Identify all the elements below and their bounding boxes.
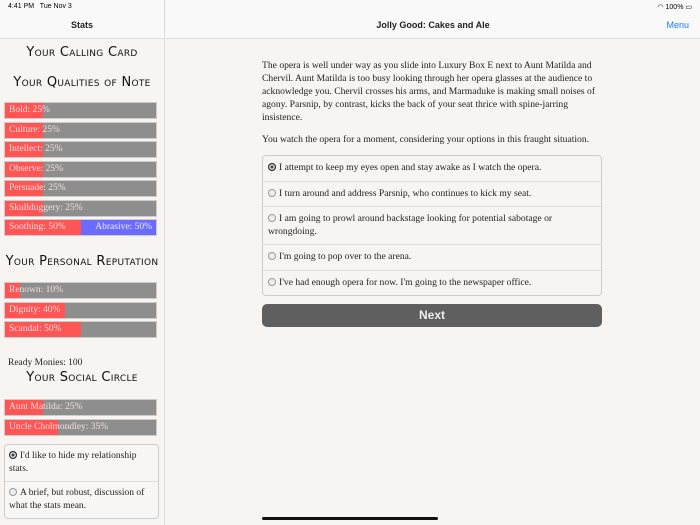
soothing-label: Soothing: 50% [9,222,66,232]
wifi-icon: ◠ [657,4,664,11]
stat-label: Intellect: 25% [9,144,63,154]
stat-label: Dignity: 40% [9,304,61,315]
stat-label: Persuade: 25% [9,183,66,193]
story-content [262,59,602,327]
story-paragraph: The opera is well under way as you slide into Luxury Box E next to Aunt Matilda and Chervil. Aunt Matilda is too busy looking through her opera glasses at the audience to acknowledge you. Chervil crosses his arms, and Marmaduke is making small noises of agony. Parsnip, by contrast, kicks the back of your seat thrice with spine-jarring insistence. [262,60,596,123]
stat-label: Skullduggery: 25% [9,202,83,213]
next-button[interactable]: Next [262,304,602,327]
reputation-heading: Your Personal Reputation [5,254,159,269]
date: Tue Nov 3 [39,3,72,10]
radio-button[interactable] [268,278,276,286]
calling-card-heading: Your Calling Card [26,45,138,60]
choice-option[interactable] [263,245,601,271]
relationship-stat-bar [4,399,157,416]
sidebar-title: Stats [0,0,164,39]
quality-stat-bar [4,180,157,197]
option-label: I've had enough opera for now. I'm going to the newspaper office. [279,276,532,288]
option-label: I attempt to keep my eyes open and stay awake as I watch the opera. [279,162,542,173]
status-bar [0,0,700,14]
ready-monies: Ready Monies: 100 [8,358,83,368]
story-paragraph: You watch the opera for a moment, considering your options in this fraught situation. [262,134,590,145]
social-heading: Your Social Circle [26,370,138,385]
opposed-stat-bar [4,219,157,236]
option-label: I'd like to hide my relationship stats. [9,450,137,474]
menu-button[interactable]: Menu [666,20,689,30]
radio-button[interactable] [268,189,276,197]
radio-button[interactable] [268,163,276,171]
option-label: A brief, but robust, discussion of what the stats mean. [9,487,145,511]
home-indicator [262,517,438,520]
sidebar-option[interactable] [5,445,158,482]
page-title: Jolly Good: Cakes and Ale [376,20,490,30]
stat-label: Culture: 25% [9,124,60,135]
sidebar-options [4,444,159,519]
battery-icon: ▭ [685,4,692,11]
time: 4:41 PM [8,3,35,10]
radio-button[interactable] [9,488,17,496]
choice-option[interactable] [263,156,601,182]
radio-button[interactable] [268,252,276,260]
reputation-stat-bar [4,321,157,338]
abrasive-label: Abrasive: 50% [95,222,152,232]
qualities-heading: Your Qualities of Note [13,75,151,90]
quality-stat-bar [4,141,157,158]
stat-label: Aunt Matilda: 25% [9,402,83,412]
relationship-stat-bar [4,419,157,436]
stat-label: Renown: 10% [9,285,64,295]
choice-option[interactable] [263,207,601,245]
quality-stat-bar [4,122,157,139]
reputation-stat-bar [4,282,157,299]
quality-stat-bar [4,161,157,178]
stats-sidebar [0,0,165,525]
stat-label: Bold: 25% [9,105,50,115]
choice-option[interactable] [263,271,601,296]
option-label: I am going to prowl around backstage looking for potential sabotage or wrongdoing. [268,213,553,237]
battery-level: 100% [665,4,684,11]
quality-stat-bar [4,102,157,119]
quality-stat-bar [4,200,157,217]
sidebar-option[interactable] [5,482,158,518]
reputation-stat-bar [4,302,157,319]
choice-list [262,155,602,296]
stat-label: Scandal: 50% [9,324,62,334]
stat-label: Observe: 25% [9,163,64,174]
radio-button[interactable] [268,214,276,222]
option-label: I'm going to pop over to the arena. [279,251,412,262]
option-label: I turn around and address Parsnip, who continues to kick my seat. [279,187,532,199]
choice-option[interactable] [263,182,601,208]
stat-label: Uncle Cholmondley: 35% [9,421,109,432]
radio-button[interactable] [9,451,17,459]
